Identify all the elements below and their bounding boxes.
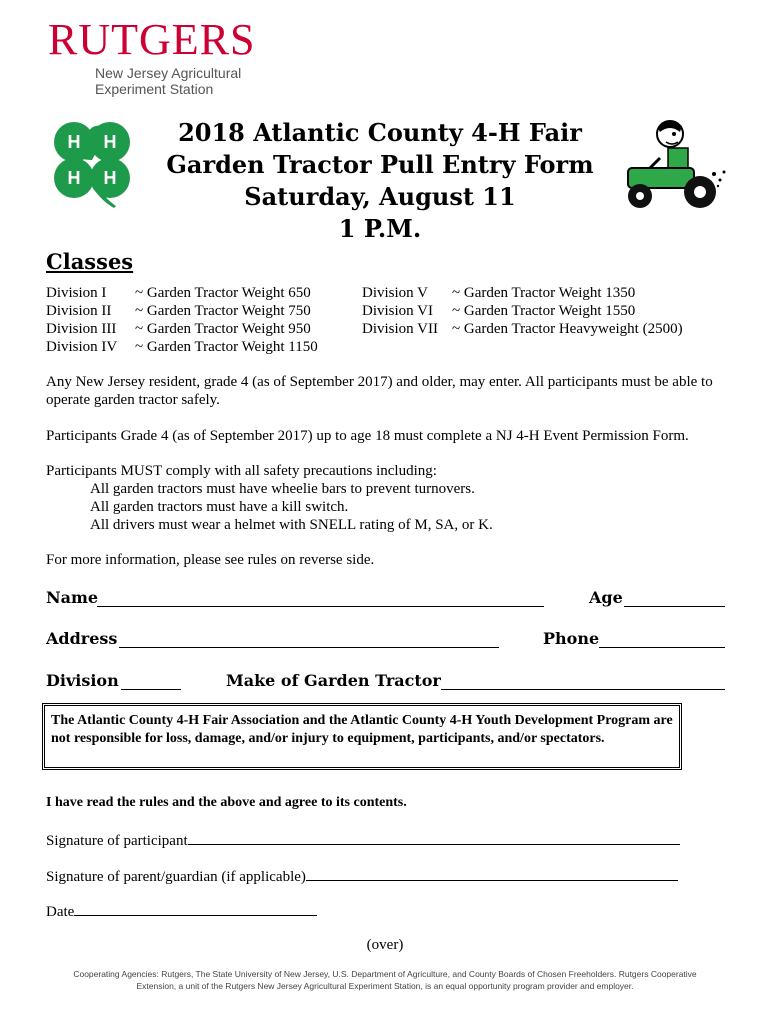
- division-label: Division III: [46, 321, 117, 337]
- division-input-line[interactable]: [121, 673, 181, 690]
- address-label: Address: [46, 629, 118, 648]
- division-label: Division I: [46, 285, 107, 301]
- age-input-line[interactable]: [624, 590, 725, 607]
- safety-rule: All garden tractors must have wheelie bars to prevent turnovers.: [90, 481, 475, 497]
- division-desc: ~ Garden Tractor Weight 1550: [452, 303, 636, 319]
- classes-left-descriptions: [135, 284, 318, 356]
- division-label: Division V: [362, 285, 428, 301]
- rutgers-logo: RUTGERS: [48, 15, 256, 64]
- name-label: Name: [46, 588, 99, 607]
- division-desc: ~ Garden Tractor Weight 650: [135, 285, 311, 301]
- svg-text:H: H: [67, 168, 81, 188]
- title-line-4: 1 P.M.: [338, 214, 422, 243]
- division-label: Division II: [46, 303, 112, 319]
- safety-paragraph: [46, 462, 736, 534]
- permission-paragraph: Participants Grade 4 (as of September 2017) up to age 18 must complete a NJ 4-H Event Permission Form.: [46, 428, 689, 444]
- age-label: Age: [589, 588, 623, 607]
- safety-intro: Participants MUST comply with all safety precautions including:: [46, 463, 437, 479]
- make-label: Make of Garden Tractor: [226, 671, 441, 690]
- division-desc: ~ Garden Tractor Weight 750: [135, 303, 311, 319]
- classes-right-divisions: [362, 284, 438, 338]
- classes-heading: Classes: [46, 249, 134, 274]
- division-desc: ~ Garden Tractor Heavyweight (2500): [452, 321, 683, 337]
- footer-line-2: Extension, a unit of the Rutgers New Jersey Agricultural Experiment Station, is an equal opportunity program provider and employer.: [136, 981, 634, 991]
- eligibility-paragraph: Any New Jersey resident, grade 4 (as of September 2017) and older, may enter. All participants must be able to operate garden tractor safely.: [46, 374, 713, 408]
- liability-notice: The Atlantic County 4-H Fair Association and the Atlantic County 4-H Youth Development Program are not responsible for loss, damage, and/or injury to equipment, participants, and/or spectators.: [42, 703, 682, 770]
- division-desc: ~ Garden Tractor Weight 1150: [135, 339, 318, 355]
- more-info-paragraph: For more information, please see rules on reverse side.: [46, 552, 375, 568]
- phone-label: Phone: [543, 629, 600, 648]
- date-row: [46, 901, 317, 921]
- safety-rule: All drivers must wear a helmet with SNELL rating of M, SA, or K.: [90, 517, 493, 533]
- svg-text:H: H: [67, 132, 81, 152]
- title-line-3: Saturday, August 11: [244, 182, 516, 211]
- parent-signature-line[interactable]: [306, 866, 678, 881]
- participant-signature-line[interactable]: [188, 830, 680, 845]
- phone-input-line[interactable]: [599, 631, 725, 648]
- parent-signature-row: [46, 866, 678, 886]
- over-label: (over): [366, 937, 404, 953]
- title-line-2: Garden Tractor Pull Entry Form: [166, 150, 594, 179]
- svg-text:H: H: [103, 132, 117, 152]
- division-label-field: Division: [46, 671, 119, 690]
- garden-tractor-icon: [620, 112, 730, 216]
- participant-signature-row: [46, 830, 680, 850]
- division-label: Division IV: [46, 339, 118, 355]
- address-input-line[interactable]: [119, 631, 499, 648]
- date-label: Date: [46, 904, 75, 920]
- logo-subtitle-line2: Experiment Station: [95, 81, 214, 97]
- footer-disclaimer: [60, 968, 710, 992]
- date-line[interactable]: [74, 901, 317, 916]
- division-label: Division VI: [362, 303, 433, 319]
- classes-left-divisions: [46, 284, 117, 356]
- classes-right-descriptions: [452, 284, 683, 338]
- svg-text:H: H: [103, 168, 117, 188]
- title-line-1: 2018 Atlantic County 4-H Fair: [178, 118, 582, 147]
- division-label: Division VII: [362, 321, 438, 337]
- division-desc: ~ Garden Tractor Weight 950: [135, 321, 311, 337]
- agreement-statement: I have read the rules and the above and agree to its contents.: [46, 795, 407, 810]
- name-input-line[interactable]: [97, 590, 544, 607]
- footer-line-1: Cooperating Agencies: Rutgers, The State University of New Jersey, U.S. Department of Agriculture, and County Boards of Chosen Freeholders. Rutgers Cooperative: [73, 969, 697, 979]
- safety-rule: All garden tractors must have a kill switch.: [90, 499, 349, 515]
- make-input-line[interactable]: [441, 673, 725, 690]
- parent-signature-label: Signature of parent/guardian (if applicable): [46, 869, 306, 885]
- division-desc: ~ Garden Tractor Weight 1350: [452, 285, 636, 301]
- participant-signature-label: Signature of participant: [46, 833, 188, 849]
- logo-subtitle-line1: New Jersey Agricultural: [95, 65, 242, 81]
